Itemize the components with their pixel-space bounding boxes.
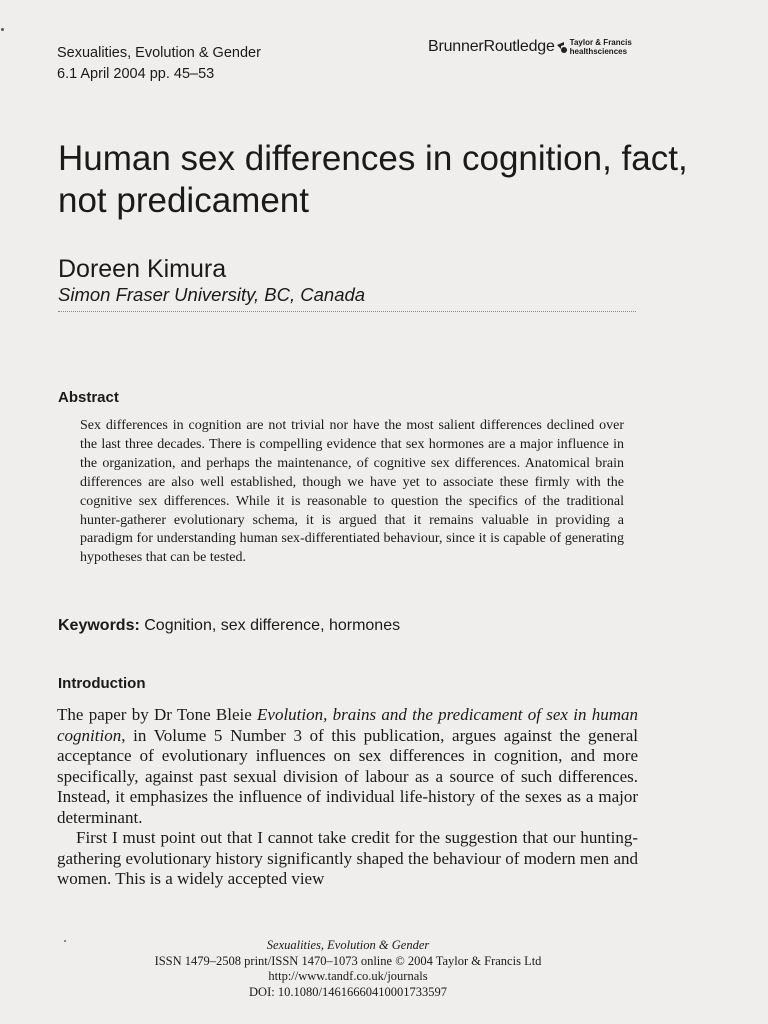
scan-speck [1,28,4,31]
footer-issn: ISSN 1479–2508 print/ISSN 1470–1073 online © 2004 Taylor & Francis Ltd [154,953,542,968]
journal-name: Sexualities, Evolution & Gender [57,45,261,61]
publisher-sub-line2: healthsciences [569,47,628,56]
issue-info: 6.1 April 2004 pp. 45–53 [57,66,215,82]
title-divider [58,311,636,312]
author-name: Doreen Kimura [58,255,227,283]
tf-logo-icon [556,40,568,54]
introduction-body [57,705,638,890]
abstract-heading: Abstract [58,389,119,406]
keywords-line [58,617,400,635]
intro-p1-before: The paper by Dr Tone Bleie [57,705,258,724]
intro-paragraph-1 [57,705,638,828]
keywords-text: Cognition, sex difference, hormones [144,617,401,634]
author-affiliation: Simon Fraser University, BC, Canada [58,284,366,305]
footer-doi: DOI: 10.1080/14616660410001733597 [249,984,447,999]
intro-p1-after: , in Volume 5 Number 3 of this publication, argues against the general acceptance of evolutionary influences on sex differences in cognition, and more specifically, against past sexual division of labour as a source of such differences. Instead, it emphasizes the influence of individual life-history of the sexes as a major determinant. [57,725,638,827]
intro-paragraph-2: First I must point out that I cannot take credit for the suggestion that our hunting-gathering evolutionary history significantly shaped the behaviour of modern men and women. This is a widely accepted view [57,828,638,888]
publisher-sub-line1: Taylor & Francis [569,38,632,47]
cited-paper-title: Evolution, brains and the predicament of sex in human cognition [57,705,638,745]
publisher-name: BrunnerRoutledge [428,38,555,55]
publisher-header [428,38,632,56]
footer-url: http://www.tandf.co.uk/journals [268,969,428,983]
keywords-label: Keywords: [58,617,140,634]
article-title: Human sex differences in cognition, fact, not predicament [58,139,688,220]
page-footer [58,938,638,1000]
introduction-heading: Introduction [58,675,146,692]
footer-journal: Sexualities, Evolution & Gender [266,938,430,952]
journal-header [57,43,261,85]
abstract-text: Sex differences in cognition are not trivial nor have the most salient differences declined over the last three decades. There is compelling evidence that sex hormones are a major influence in the organization, and perhaps the maintenance, of cognitive sex differences. Anatomical brain differences are also well established, though we have yet to associate these firmly with the cognitive sex differences. While it is reasonable to question the specifics of the traditional hunter-gatherer evolutionary schema, it is argued that it remains valuable in providing a paradigm for understanding human sex-differentiated behaviour, since it is capable of generating hypotheses that can be tested. [80,418,624,566]
publisher-subtitle [570,38,632,56]
